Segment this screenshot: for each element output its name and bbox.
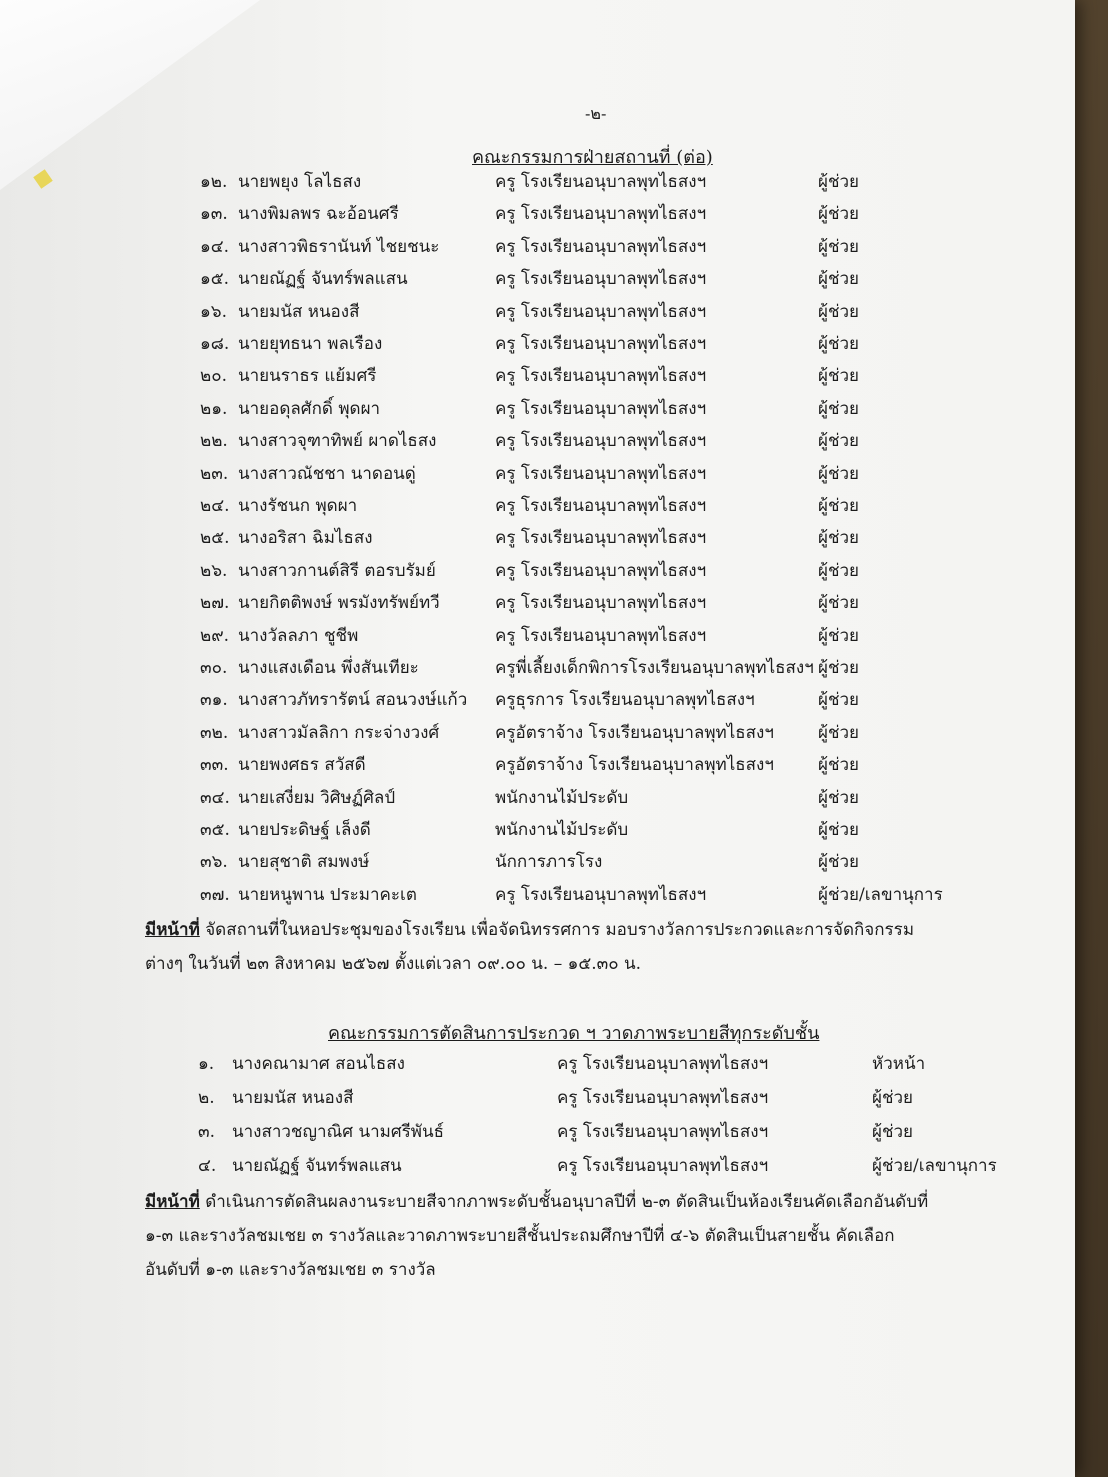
section1-duty-line1 [145, 916, 914, 943]
member-name: นางคณามาศ สอนไธสง [232, 1054, 405, 1074]
member-name: นายประดิษฐ์ เล็งดี [238, 820, 371, 840]
member-no: ๒. [198, 1088, 215, 1108]
member-name: นางสาวพิธรานันท์ ไชยชนะ [238, 236, 440, 257]
member-role: ผู้ช่วย [818, 560, 860, 581]
member-row [0, 362, 1075, 392]
member-name: นางแสงเดือน พึ่งสันเทียะ [238, 658, 419, 678]
member-position: ครู โรงเรียนอนุบาลพุทไธสงฯ [557, 1054, 769, 1074]
member-position: ครูพี่เลี้ยงเด็กพิการโรงเรียนอนุบาลพุทไธสงฯ [495, 658, 814, 678]
member-no: ๔. [198, 1156, 217, 1176]
member-role: ผู้ช่วย [818, 172, 860, 192]
member-role: ผู้ช่วย [818, 625, 860, 646]
member-no: ๒๐. [200, 366, 227, 387]
member-role: ผู้ช่วย [818, 528, 860, 549]
page-number: -๒- [585, 104, 607, 123]
member-no: ๑๒. [200, 172, 228, 192]
member-role: ผู้ช่วย [872, 1122, 914, 1142]
member-role: ผู้ช่วย [818, 269, 860, 290]
member-name: นายมนัส หนองสี [238, 301, 360, 322]
section1-title: คณะกรรมการฝ่ายสถานที่ (ต่อ) [472, 147, 713, 168]
member-position: ครูอัตราจ้าง โรงเรียนอนุบาลพุทไธสงฯ [495, 722, 774, 743]
member-name: นางอริสา ฉิมไธสง [238, 528, 373, 549]
member-row [0, 1152, 1075, 1182]
member-row [0, 881, 1075, 911]
member-no: ๒๙. [200, 625, 230, 646]
member-no: ๒๒. [200, 431, 228, 452]
member-name: นางสาวมัลลิกา กระจ่างวงศ์ [238, 722, 440, 743]
member-position: ครู โรงเรียนอนุบาลพุทไธสงฯ [495, 301, 707, 322]
member-name: นางสาวจุฑาทิพย์ ผาดไธสง [238, 431, 437, 452]
member-row [0, 200, 1075, 230]
member-no: ๒๕. [200, 528, 230, 549]
member-position: ครู โรงเรียนอนุบาลพุทไธสงฯ [495, 884, 707, 905]
member-role: ผู้ช่วย [818, 301, 860, 322]
member-no: ๓๗. [200, 884, 230, 905]
member-name: นายยุทธนา พลเรือง [238, 334, 383, 354]
member-row [0, 557, 1075, 587]
member-position: ครู โรงเรียนอนุบาลพุทไธสงฯ [495, 398, 707, 419]
member-role: ผู้ช่วย [818, 852, 860, 873]
member-row [0, 298, 1075, 328]
member-name: นางรัชนก พุดผา [238, 496, 358, 516]
member-no: ๓๕. [200, 820, 230, 840]
member-role: ผู้ช่วย [818, 820, 860, 840]
member-name: นางสาวกานต์สิรี ตอรบรัมย์ [238, 560, 436, 581]
member-no: ๓๓. [200, 755, 229, 776]
member-role: ผู้ช่วย [818, 722, 860, 743]
member-row [0, 1118, 1075, 1148]
member-row [0, 492, 1075, 522]
member-name: นายเสงี่ยม วิศิษฏ์ศิลป์ [238, 787, 396, 808]
member-no: ๓๑. [200, 690, 228, 711]
member-row [0, 848, 1075, 878]
member-position: ครู โรงเรียนอนุบาลพุทไธสงฯ [495, 172, 707, 192]
member-no: ๒๓. [200, 463, 229, 484]
member-name: นายนราธร แย้มศรี [238, 366, 377, 387]
member-name: นายพยุง โลไธสง [238, 172, 362, 192]
member-no: ๓๔. [200, 787, 230, 808]
member-position: นักการภารโรง [495, 852, 603, 873]
member-position: ครู โรงเรียนอนุบาลพุทไธสงฯ [495, 204, 707, 225]
section2-title: คณะกรรมการตัดสินการประกวด ฯ วาดภาพระบายสีทุกระดับชั้น [328, 1023, 820, 1044]
member-name: นางสาวณัชชา นาดอนดู่ [238, 463, 416, 484]
member-row [0, 622, 1075, 652]
member-position: ครู โรงเรียนอนุบาลพุทไธสงฯ [495, 560, 707, 581]
section2-duty-label: มีหน้าที่ [145, 1192, 200, 1212]
member-position: ครู โรงเรียนอนุบาลพุทไธสงฯ [495, 463, 707, 484]
member-role: ผู้ช่วย [818, 496, 860, 516]
member-role: ผู้ช่วย [818, 690, 860, 711]
member-role: ผู้ช่วย [818, 398, 860, 419]
member-no: ๑๔. [200, 236, 230, 257]
member-name: นายณัฏฐ์ จันทร์พลแสน [232, 1156, 402, 1176]
member-name: นางสาวชญาณิศ นามศรีพันธ์ [232, 1122, 444, 1142]
member-role: ผู้ช่วย [872, 1088, 914, 1108]
member-position: ครู โรงเรียนอนุบาลพุทไธสงฯ [557, 1088, 769, 1108]
member-row [0, 460, 1075, 490]
member-position: ครู โรงเรียนอนุบาลพุทไธสงฯ [557, 1122, 769, 1142]
member-name: นายณัฏฐ์ จันทร์พลแสน [238, 269, 408, 290]
section1-duty-line2: ต่างๆ ในวันที่ ๒๓ สิงหาคม ๒๕๖๗ ตั้งแต่เวลา ๐๙.๐๐ น. – ๑๕.๓๐ น. [145, 954, 642, 974]
member-position: ครู โรงเรียนอนุบาลพุทไธสงฯ [495, 528, 707, 549]
member-name: นางวัลลภา ชูชีพ [238, 625, 359, 646]
member-position: ครู โรงเรียนอนุบาลพุทไธสงฯ [495, 366, 707, 387]
member-position: ครู โรงเรียนอนุบาลพุทไธสงฯ [495, 236, 707, 257]
member-no: ๑๖. [200, 301, 227, 322]
member-row [0, 168, 1075, 198]
member-role: ผู้ช่วย [818, 431, 860, 452]
member-position: พนักงานไม้ประดับ [495, 820, 629, 840]
member-role: ผู้ช่วย [818, 366, 860, 387]
member-row [0, 784, 1075, 814]
member-row [0, 524, 1075, 554]
member-name: นายหนูพาน ประมาคะเต [238, 884, 417, 905]
member-name: นายมนัส หนองสี [232, 1088, 354, 1108]
member-position: ครู โรงเรียนอนุบาลพุทไธสงฯ [495, 496, 707, 516]
member-row [0, 427, 1075, 457]
member-no: ๓. [198, 1122, 216, 1142]
member-row [0, 1050, 1075, 1080]
member-no: ๒๗. [200, 593, 230, 614]
member-role: ผู้ช่วย [818, 204, 860, 225]
member-row [0, 395, 1075, 425]
member-position: ครู โรงเรียนอนุบาลพุทไธสงฯ [557, 1156, 769, 1176]
member-position: ครูอัตราจ้าง โรงเรียนอนุบาลพุทไธสงฯ [495, 755, 774, 776]
member-role: ผู้ช่วย [818, 658, 860, 678]
member-no: ๑. [198, 1054, 215, 1074]
member-no: ๓๐. [200, 658, 228, 678]
member-no: ๓๒. [200, 722, 229, 743]
member-position: ครู โรงเรียนอนุบาลพุทไธสงฯ [495, 431, 707, 452]
member-position: พนักงานไม้ประดับ [495, 787, 629, 808]
member-no: ๓๖. [200, 852, 228, 873]
member-no: ๑๕. [200, 269, 230, 290]
member-position: ครู โรงเรียนอนุบาลพุทไธสงฯ [495, 269, 707, 290]
section2-duty-line2: ๑-๓ และรางวัลชมเชย ๓ รางวัลและวาดภาพระบายสีชั้นประถมศึกษาปีที่ ๔-๖ ตัดสินเป็นสายชั้น คัดเลือก [145, 1226, 895, 1246]
member-row [0, 1084, 1075, 1114]
member-name: นายอดุลศักดิ์ พุดผา [238, 398, 381, 419]
section1-duty-text1: จัดสถานที่ในหอประชุมของโรงเรียน เพื่อจัดนิทรรศการ มอบรางวัลการประกวดและการจัดกิจกรรม [199, 920, 915, 940]
member-no: ๒๔. [200, 496, 230, 516]
member-role: ผู้ช่วย [818, 787, 860, 808]
member-name: นางสาวภัทรารัตน์ สอนวงษ์แก้ว [238, 690, 468, 711]
member-no: ๒๖. [200, 560, 228, 581]
member-name: นายสุชาติ สมพงษ์ [238, 852, 370, 873]
section2-duty-line3: อันดับที่ ๑-๓ และรางวัลชมเชย ๓ รางวัล [145, 1260, 436, 1280]
member-row [0, 686, 1075, 716]
section2-duty-text1: ดำเนินการตัดสินผลงานระบายสีจากภาพระดับชั้นอนุบาลปีที่ ๒-๓ ตัดสินเป็นห้องเรียนคัดเลือกอันดับที่ [199, 1192, 929, 1212]
member-role: ผู้ช่วย [818, 236, 860, 257]
member-role: ผู้ช่วย/เลขานุการ [872, 1156, 997, 1176]
member-row [0, 330, 1075, 360]
member-role: ผู้ช่วย [818, 593, 860, 614]
section1-duty-label: มีหน้าที่ [145, 920, 200, 940]
member-row [0, 233, 1075, 263]
member-row [0, 751, 1075, 781]
member-position: ครู โรงเรียนอนุบาลพุทไธสงฯ [495, 625, 707, 646]
member-name: นายพงศธร สวัสดี [238, 755, 366, 776]
member-row [0, 654, 1075, 684]
section2-duty-line1 [145, 1188, 928, 1215]
member-row [0, 589, 1075, 619]
member-row [0, 719, 1075, 749]
member-no: ๑๓. [200, 204, 228, 225]
member-role: ผู้ช่วย [818, 334, 860, 354]
member-position: ครูธุรการ โรงเรียนอนุบาลพุทไธสงฯ [495, 690, 755, 711]
member-no: ๑๘. [200, 334, 230, 354]
member-role: ผู้ช่วย/เลขานุการ [818, 884, 943, 905]
member-no: ๒๑. [200, 398, 228, 419]
member-name: นายกิตติพงษ์ พรมังทรัพย์ทวี [238, 593, 440, 614]
member-role: หัวหน้า [872, 1054, 926, 1074]
member-row [0, 816, 1075, 846]
member-role: ผู้ช่วย [818, 755, 860, 776]
member-name: นางพิมลพร ฉะอ้อนศรี [238, 204, 399, 225]
member-row [0, 265, 1075, 295]
member-position: ครู โรงเรียนอนุบาลพุทไธสงฯ [495, 334, 707, 354]
member-position: ครู โรงเรียนอนุบาลพุทไธสงฯ [495, 593, 707, 614]
member-role: ผู้ช่วย [818, 463, 860, 484]
